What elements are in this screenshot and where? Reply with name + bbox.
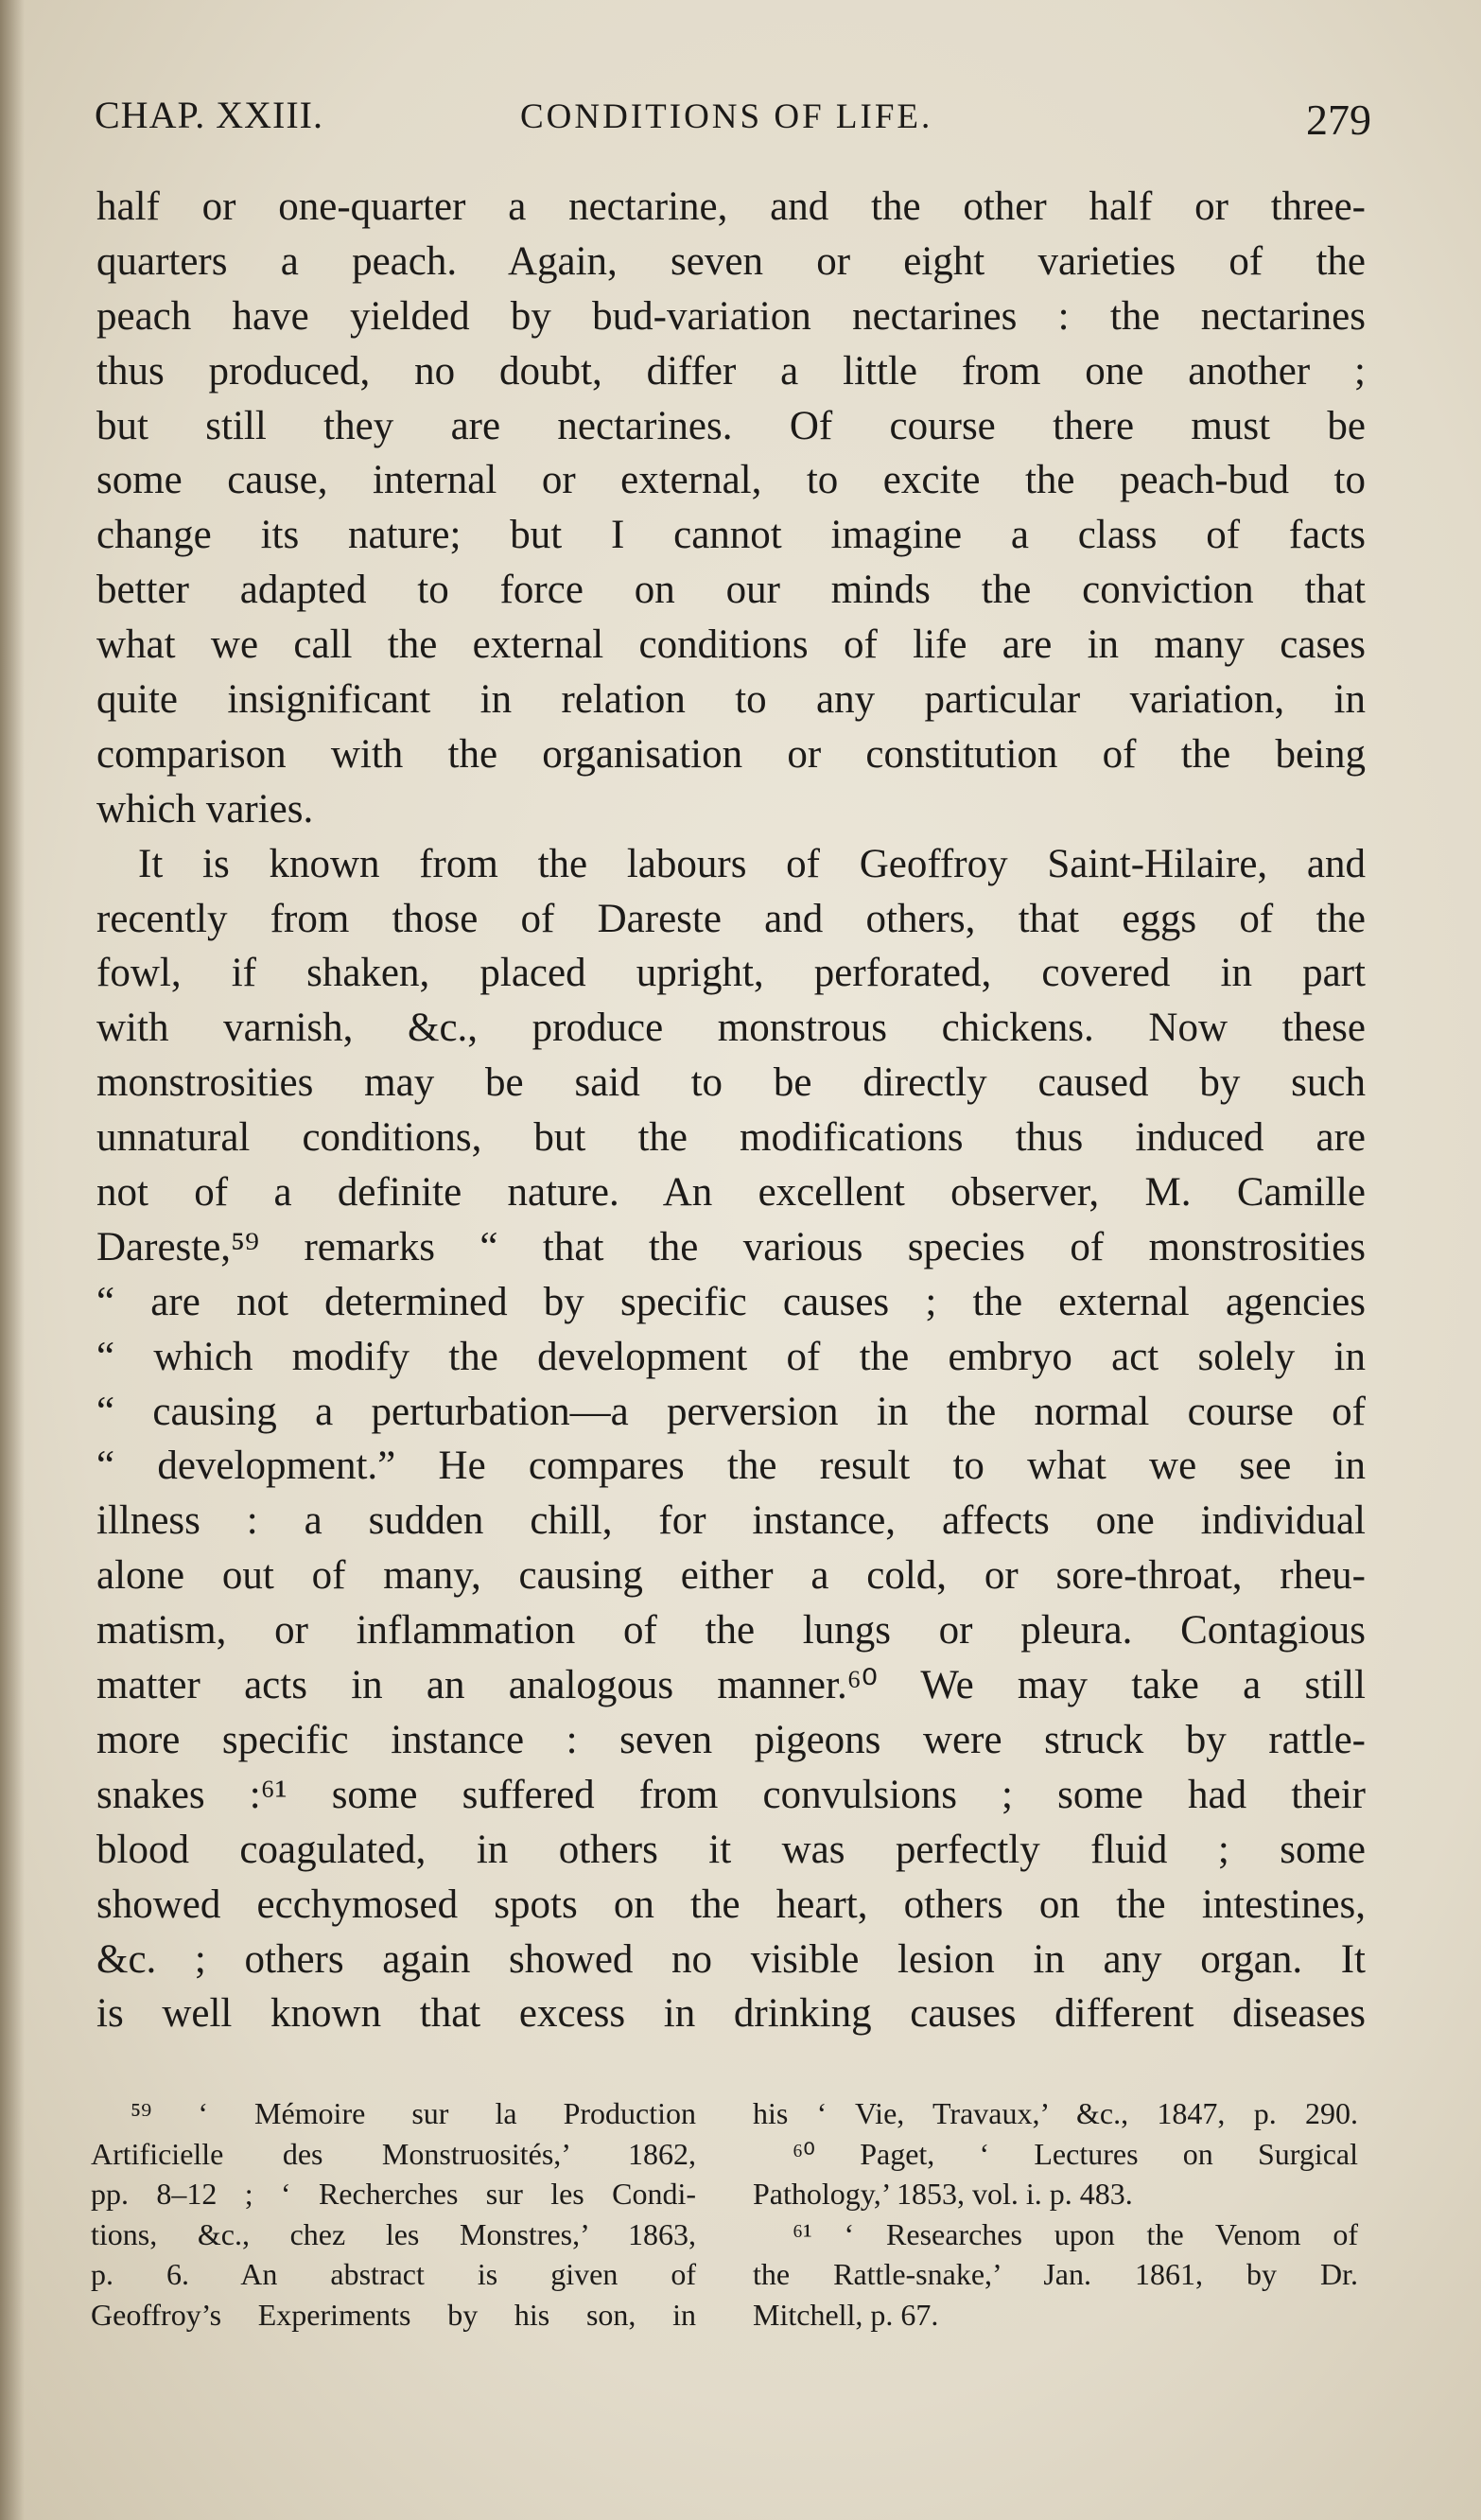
footnote-line: ⁶¹ ‘ Researches upon the Venom of [793,2216,1358,2251]
text-line: monstrosities may be said to be directly caused by such [96,1060,1366,1106]
footnote-line: his ‘ Vie, Travaux,’ &c., 1847, p. 290. [753,2096,1358,2130]
running-header [95,87,1371,144]
body-text [96,180,1366,2041]
text-line: snakes :⁶¹ some suffered from convulsions ; some had their [96,1772,1366,1817]
text-line: is well known that excess in drinking causes different diseases [96,1991,1366,2037]
text-line: quarters a peach. Again, seven or eight varieties of the [96,238,1366,284]
footnote-line: ⁶⁰ Paget, ‘ Lectures on Surgical [793,2136,1358,2171]
footnote-line: Pathology,’ 1853, vol. i. p. 483. [753,2177,1133,2211]
text-line: which varies. [96,786,314,831]
text-line: quite insignificant in relation to any particular variation, in [96,677,1366,723]
text-line: “ causing a perturbation—a perversion in the normal course of [96,1389,1366,1434]
footnote-line: p. 6. An abstract is given of [91,2257,696,2291]
footnote-column-right [753,2093,1358,2335]
text-line: not of a definite nature. An excellent observer, M. Camille [96,1170,1366,1216]
text-line: peach have yielded by bud-variation nectarines : the nectarines [96,293,1366,339]
text-line: blood coagulated, in others it was perfectly fluid ; some [96,1827,1366,1872]
text-line: “ which modify the development of the embryo act solely in [96,1334,1366,1379]
text-line: some cause, internal or external, to excite the peach-bud to [96,458,1366,503]
text-line: better adapted to force on our minds the conviction that [96,568,1366,613]
chapter-label: CHAP. XXIII. [95,94,323,136]
footnote-line: Geoffroy’s Experiments by his son, in [91,2297,696,2332]
text-line: illness : a sudden chill, for instance, affects one individual [96,1498,1366,1544]
footnote-line: Artificielle des Monstruosités,’ 1862, [91,2136,696,2171]
text-line: thus produced, no doubt, differ a little from one another ; [96,348,1366,394]
footnote-line: pp. 8–12 ; ‘ Recherches sur les Condi- [91,2177,696,2211]
text-line: unnatural conditions, but the modifications thus induced are [96,1115,1366,1161]
text-line: but still they are nectarines. Of course there must be [96,403,1366,448]
text-line: recently from those of Dareste and others, that eggs of the [96,896,1366,941]
text-line: comparison with the organisation or constitution of the being [96,731,1366,777]
text-line: more specific instance : seven pigeons were struck by rattle- [96,1717,1366,1762]
text-line: with varnish, &c., produce monstrous chickens. Now these [96,1006,1366,1051]
text-line: change its nature; but I cannot imagine a class of facts [96,513,1366,558]
text-line: “ development.” He compares the result to what we see in [96,1444,1366,1489]
page-number: 279 [1306,96,1371,144]
text-line: matism, or inflammation of the lungs or pleura. Contagious [96,1608,1366,1654]
footnotes [91,2093,1368,2349]
text-line: what we call the external conditions of life are in many cases [96,622,1366,668]
running-title: CONDITIONS OF LIFE. [520,97,933,136]
text-line: fowl, if shaken, placed upright, perforated, covered in part [96,951,1366,996]
text-line: showed ecchymosed spots on the heart, others on the intestines, [96,1881,1366,1927]
text-line: half or one-quarter a nectarine, and the other half or three- [96,184,1366,229]
text-line: Dareste,⁵⁹ remarks “ that the various species of monstrosities [96,1224,1366,1269]
text-line: alone out of many, causing either a cold, or sore-throat, rheu- [96,1553,1366,1599]
text-line: It is known from the labours of Geoffroy Saint-Hilaire, and [138,841,1366,886]
footnote-line: tions, &c., chez les Monstres,’ 1863, [91,2216,696,2251]
text-line: &c. ; others again showed no visible lesion in any organ. It [96,1936,1366,1982]
text-line: “ are not determined by specific causes ; the external agencies [96,1279,1366,1324]
footnote-line: Mitchell, p. 67. [753,2297,939,2332]
footnote-line: the Rattle-snake,’ Jan. 1861, by Dr. [753,2257,1358,2291]
text-line: matter acts in an analogous manner.⁶⁰ We may take a still [96,1663,1366,1708]
footnote-column-left [91,2093,696,2335]
footnote-line: ⁵⁹ ‘ Mémoire sur la Production [131,2096,696,2130]
